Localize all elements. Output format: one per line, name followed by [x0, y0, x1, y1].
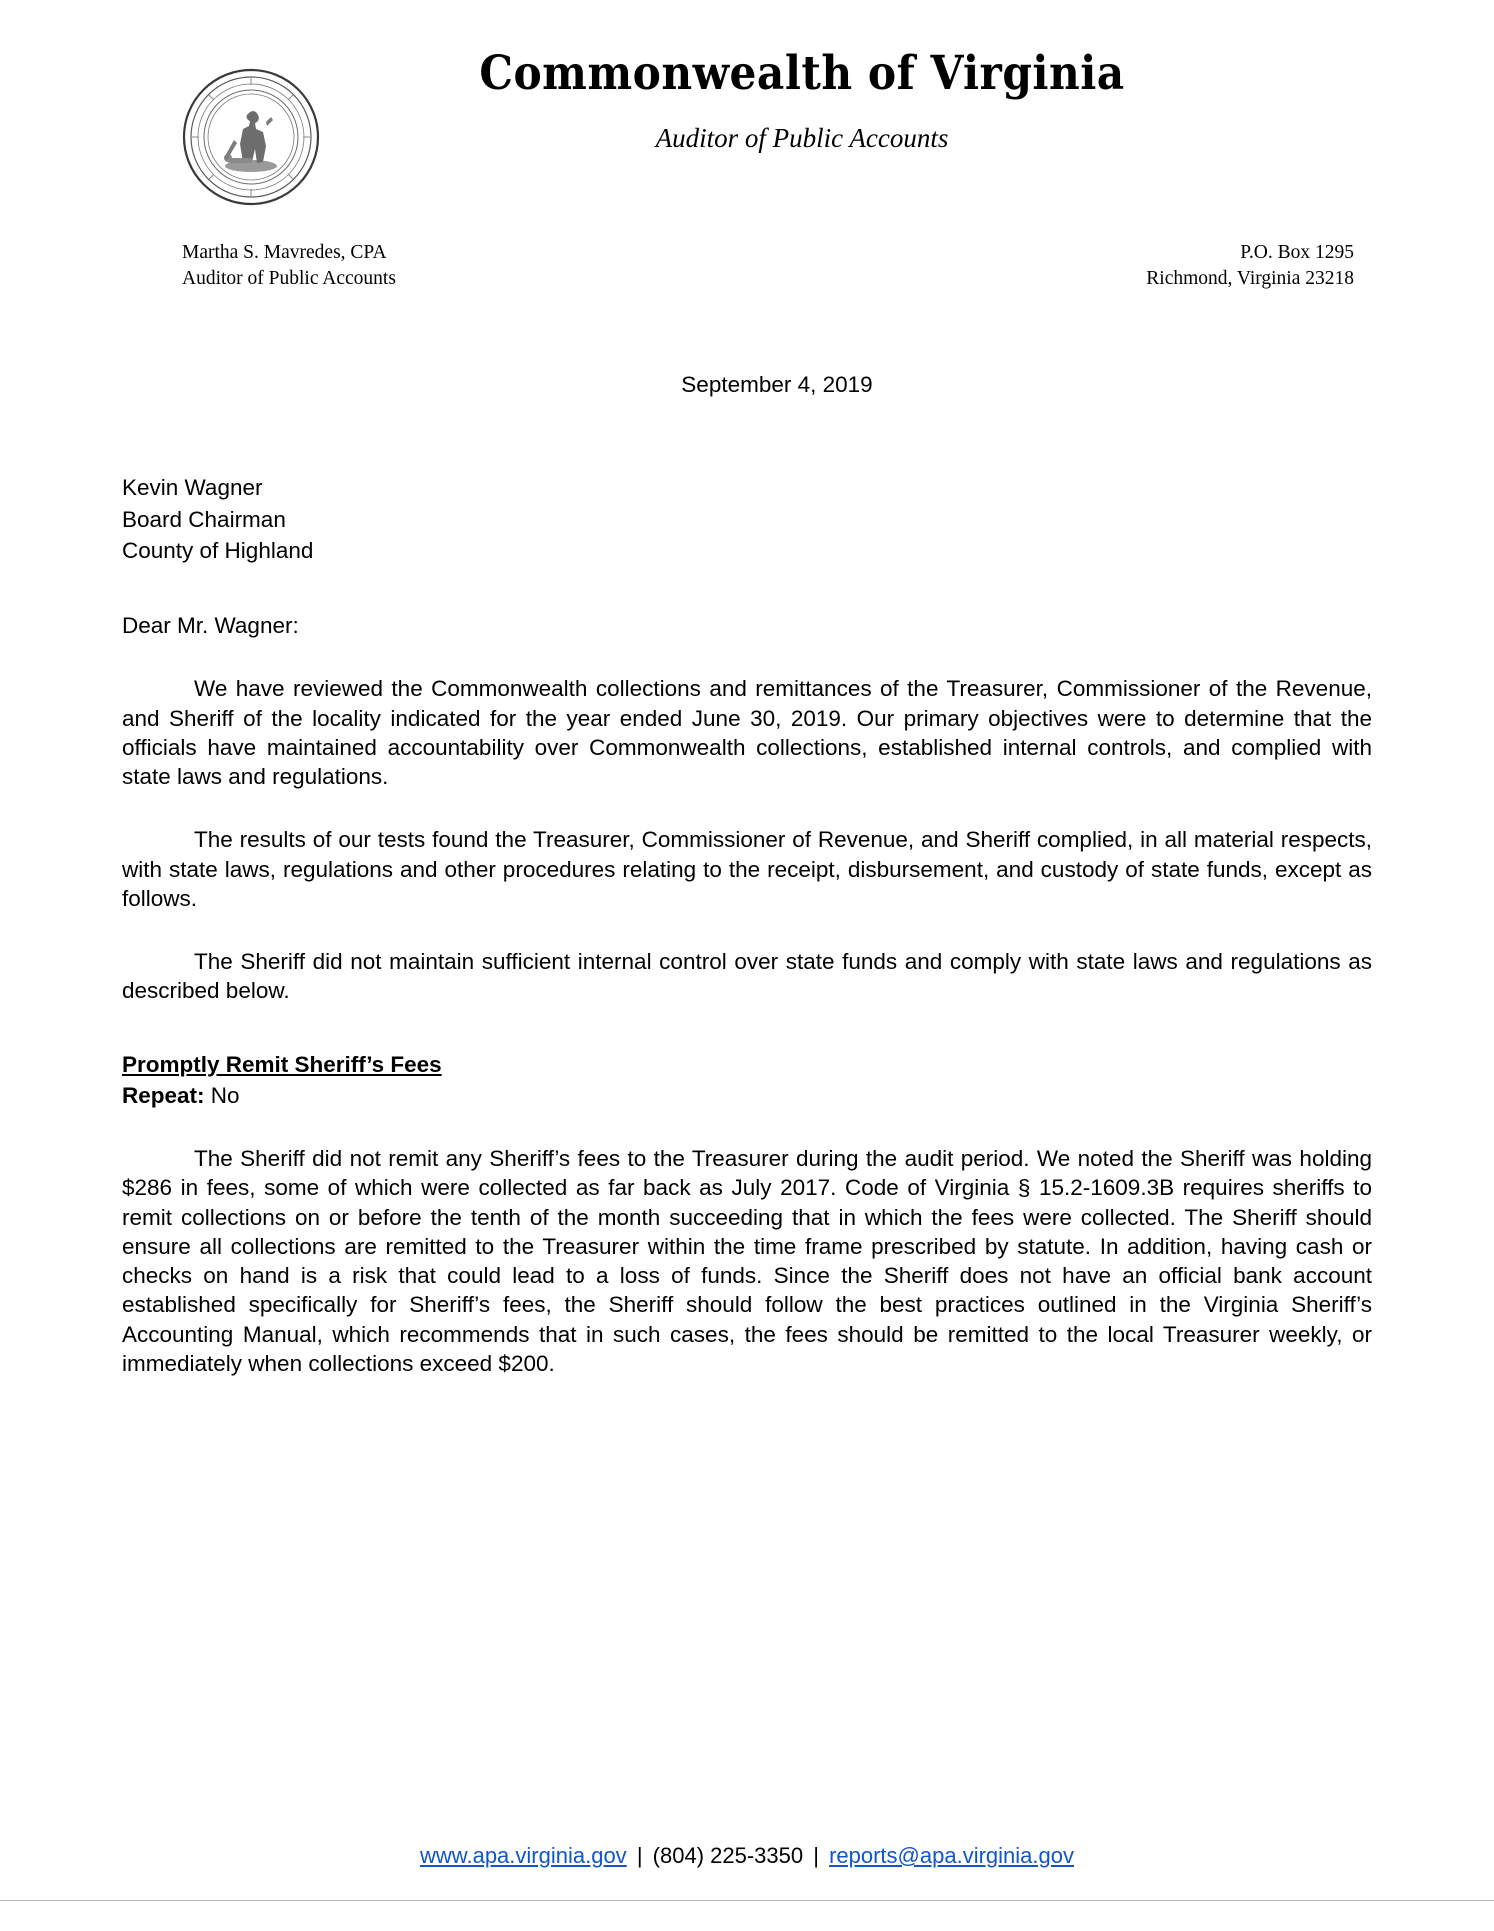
- letter-date: September 4, 2019: [681, 372, 873, 397]
- letter-body: [122, 370, 1372, 1378]
- website-link[interactable]: www.apa.virginia.gov: [420, 1843, 627, 1868]
- email-link[interactable]: reports@apa.virginia.gov: [829, 1843, 1074, 1868]
- salutation: Dear Mr. Wagner:: [122, 613, 299, 638]
- page-footer: [0, 1843, 1494, 1869]
- footer-separator-1: |: [636, 1843, 643, 1868]
- address-line-2: Richmond, Virginia 23218: [1146, 267, 1354, 289]
- address-block: [1146, 240, 1354, 291]
- addressee-name: Kevin Wagner: [122, 475, 263, 501]
- addressee-locality: County of Highland: [122, 537, 314, 563]
- finding-repeat-value: No: [210, 1082, 240, 1108]
- addressee-title: Board Chairman: [122, 506, 286, 532]
- org-title: Commonwealth of Virginia: [479, 46, 1125, 101]
- official-block: [182, 240, 396, 291]
- paragraph-1: We have reviewed the Commonwealth collections and remittances of the Treasurer, Commissioner of the Revenue, and Sheriff of the locality indicated for the year ended June 30, 2019. Our primary objectives were to determine that the officials have maintained accountability over Commonwealth collections, established internal controls, and complied with state laws and regulations.: [122, 676, 1372, 789]
- address-line-1: P.O. Box 1295: [1240, 242, 1354, 263]
- phone-number: (804) 225-3350: [652, 1843, 804, 1868]
- addressee-block: [122, 473, 1372, 565]
- footer-separator-2: |: [813, 1843, 819, 1868]
- paragraph-2: The results of our tests found the Treasurer, Commissioner of Revenue, and Sheriff complied, in all material respects, with state laws, regulations and other procedures relating to the receipt, disbursement, and custody of state funds, except as follows.: [122, 827, 1372, 911]
- letterhead: [122, 46, 1372, 289]
- finding-body: The Sheriff did not remit any Sheriff’s fees to the Treasurer during the audit period. We noted the Sheriff was holding $286 in fees, some of which were collected as far back as July 2017. Code of Virginia § 15.2-1609.3B requires sheriffs to remit collections on or before the tenth of the month succeeding that in which the fees were collected. The Sheriff should ensure all collections are remitted to the Treasurer within the time frame prescribed by statute. In addition, having cash or checks on hand is a risk that could lead to a loss of funds. Since the Sheriff does not have an official bank account established specifically for Sheriff’s fees, the Sheriff should follow the best practices outlined in the Virginia Sheriff’s Accounting Manual, which recommends that in such cases, the fees should be remitted to the local Treasurer weekly, or immediately when collections exceed $200.: [122, 1146, 1372, 1376]
- official-role: Auditor of Public Accounts: [182, 267, 396, 289]
- finding-repeat-label: Repeat:: [122, 1082, 205, 1108]
- org-subtitle: Auditor of Public Accounts: [655, 123, 949, 153]
- virginia-state-seal-icon: [182, 68, 320, 206]
- finding-repeat: [122, 1081, 1372, 1110]
- official-name: Martha S. Mavredes, CPA: [182, 242, 387, 263]
- finding-title: Promptly Remit Sheriff’s Fees: [122, 1051, 442, 1077]
- paragraph-3: The Sheriff did not maintain sufficient internal control over state funds and comply with state laws and regulations as described below.: [122, 949, 1372, 1004]
